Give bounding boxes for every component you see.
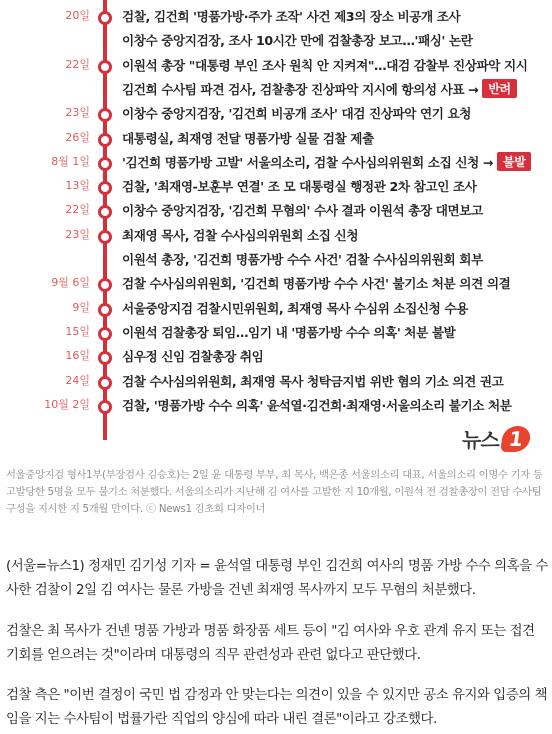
timeline-row: [0, 393, 552, 417]
timeline-event: [122, 152, 531, 171]
timeline-event-text: 이원석 총장 "대통령 부인 조사 원칙 안 지켜져"…대검 감찰부 진상파악 지시: [122, 57, 528, 73]
timeline-event-text: 이원석 총장, '김건희 명품가방 수수 사건' 검찰 수사심의위원회 회부: [122, 252, 483, 267]
timeline-event: [122, 371, 503, 390]
timeline-date: 16일: [65, 349, 90, 363]
timeline-event: [122, 55, 528, 74]
status-badge: 불발: [497, 152, 531, 171]
article-paragraph: 검찰 측은 "이번 결정이 국민 법 감정과 안 맞는다는 의견이 있을 수 있지만 공소 유지와 입증의 책임을 지는 수사팀이 법률가란 직업의 양심에 따라 내린 결론"이라고 강조했다.: [6, 688, 548, 727]
timeline-date: 20일: [65, 9, 90, 22]
article-paragraph: (서울=뉴스1) 정재민 김기성 기자 = 윤석열 대통령 부인 김건희 여사의 명품 가방 수수 의혹을 수사한 검찰이 2일 김 여사는 물론 가방을 건넨 최재영 목사까지 모두 무혐의 처분했다.: [6, 559, 548, 598]
article-paragraph: 검찰은 최 목사가 건넨 명품 가방과 명품 화장품 세트 등이 "김 여사와 우호 관계 유지 또는 접견 기회를 얻으려는 것"이라며 대통령의 직무 관련성과 관련 없다고 판단했다.: [6, 624, 535, 663]
timeline-event-text: 이창수 중앙지검장, 조사 10시간 만에 검찰총장 보고…'패싱' 논란: [122, 33, 473, 49]
news1-logo: [462, 424, 530, 453]
logo-text: 뉴스: [462, 428, 499, 452]
timeline-date: 9월 6일: [51, 276, 90, 290]
timeline-dot: [98, 303, 112, 317]
timeline-event-text: 검찰, '명품가방 수수 의혹' 윤석열·김건희·최재영·서울의소리 불기소 처분: [122, 397, 512, 413]
timeline-event-text: '김건희 명품가방 고발' 서울의소리, 검찰 수사심의위원회 소집 신청 →: [122, 154, 493, 170]
timeline-row: [0, 4, 552, 28]
timeline-row: [0, 174, 552, 198]
timeline-date: 22일: [65, 203, 90, 217]
timeline-dot: [98, 60, 112, 74]
timeline-event: [122, 322, 455, 341]
timeline-date: 23일: [65, 106, 90, 120]
timeline-dot: [98, 133, 112, 147]
timeline-event: [122, 225, 358, 244]
timeline-dot: [98, 327, 112, 341]
timeline-event-text: 검찰 수사심의위원회, 최재영 목사 청탁금지법 위반 혐의 기소 의견 권고: [122, 373, 504, 389]
timeline-event-text: 최재영 목사, 검찰 수사심의위원회 소집 신청: [122, 227, 359, 243]
timeline-event-text: 서울중앙지검 검찰시민위원회, 최재영 목사 수심위 소집신청 수용: [122, 300, 468, 316]
timeline-event-text: 이원석 검찰총장 퇴임…임기 내 '명품가방 수수 의혹' 처분 불발: [122, 324, 456, 340]
timeline-dot: [98, 108, 112, 122]
timeline-event-text: 검찰, '최재영-보훈부 연결' 조 모 대통령실 행정관 2차 참고인 조사: [122, 179, 477, 195]
image-caption: 서울중앙지검 형사1부(부장검사 김승호)는 2일 윤 대통령 부부, 최 목사, 백은종 서울의소리 대표, 서울의소리 이명수 기자 등 고발당한 5명을 모두 불기소 처분했다. 서울의소리가 지난해 김 여사를 고발한 지 10개월, 이원석 전 검찰총장이 전담 수사팀 구성을 지시한 지 5개월 만이다. ⓒ News1 김초희 디자이너: [6, 469, 543, 515]
timeline-row: [0, 150, 552, 174]
timeline-dot: [98, 11, 112, 25]
timeline-row: [0, 198, 552, 222]
timeline-dot: [98, 376, 112, 390]
timeline-event-text: 이창수 중앙지검장, '김건희 비공개 조사' 대검 진상파악 연기 요청: [122, 106, 472, 122]
timeline-event: [122, 128, 374, 147]
timeline-event: [122, 6, 460, 25]
timeline-dot: [98, 157, 112, 171]
timeline-row: [0, 296, 552, 320]
timeline-event: [122, 79, 517, 98]
timeline-event: [122, 298, 468, 317]
timeline-event: [122, 103, 471, 122]
timeline-event-text: 검찰, 김건희 '명품가방·주가 조작' 사건 제3의 장소 비공개 조사: [122, 9, 461, 24]
timeline-dot: [98, 351, 112, 365]
timeline-row: [0, 101, 552, 125]
timeline-row: [0, 126, 552, 150]
timeline-event-text: 대통령실, 최재영 전달 명품가방 실물 검찰 제출: [122, 130, 374, 146]
timeline-event: [122, 346, 263, 365]
timeline-dot: [98, 230, 112, 244]
timeline-date: 13일: [65, 179, 90, 193]
timeline-date: 8월 1일: [51, 154, 90, 168]
timeline-dot: [98, 205, 112, 219]
timeline-dot: [98, 278, 112, 292]
timeline-row: [0, 77, 552, 101]
timeline-event: [122, 249, 483, 268]
timeline-date: 24일: [65, 373, 90, 387]
timeline-event: [122, 200, 483, 219]
timeline-event: [122, 395, 512, 414]
timeline-row: [0, 28, 552, 52]
status-badge: 반려: [482, 79, 516, 98]
timeline-date: 26일: [65, 130, 90, 144]
timeline-date: 22일: [65, 57, 90, 71]
timeline-date: 23일: [65, 227, 90, 241]
timeline-row: [0, 271, 552, 295]
timeline-event: [122, 176, 476, 195]
timeline-event: [122, 273, 510, 292]
timeline-row: [0, 369, 552, 393]
timeline-dot: [98, 400, 112, 414]
timeline-event: [122, 30, 472, 49]
timeline-row: [0, 320, 552, 344]
timeline-row: [0, 247, 552, 271]
logo-mark: 1: [500, 426, 532, 452]
timeline-event-text: 김건희 수사팀 파견 검사, 검찰총장 진상파악 지시에 항의성 사표 →: [122, 81, 479, 97]
timeline-date: 15일: [65, 324, 90, 338]
timeline-dot: [98, 181, 112, 195]
timeline-row: [0, 53, 552, 77]
timeline-row: [0, 223, 552, 247]
timeline-date: 9일: [72, 300, 90, 314]
timeline-event-text: 심우정 신임 검찰총장 취임: [122, 349, 264, 365]
timeline-event-text: 검찰 수사심의위원회, '김건희 명품가방 수수 사건' 불기소 처분 의견 의결: [122, 276, 511, 292]
timeline-row: [0, 344, 552, 368]
timeline-date: 10월 2일: [44, 397, 90, 411]
timeline-event-text: 이창수 중앙지검장, '김건희 무혐의' 수사 결과 이원석 총장 대면보고: [122, 203, 483, 219]
